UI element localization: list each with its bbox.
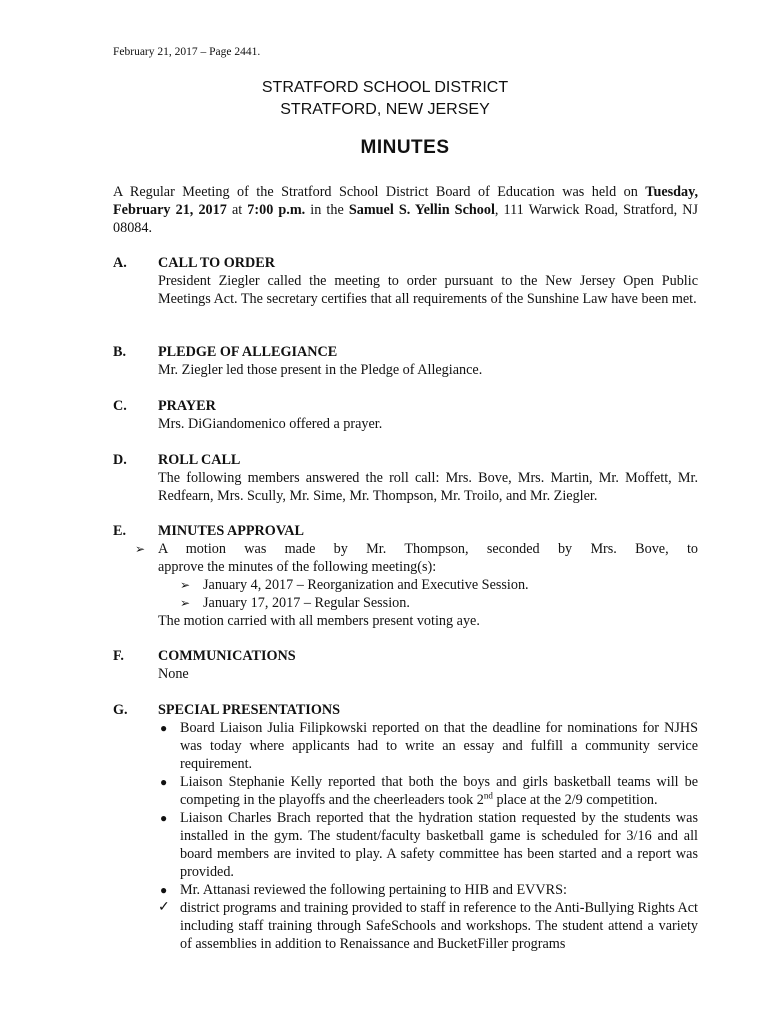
section-body: Mr. Ziegler led those present in the Pledge of Allegiance.: [158, 362, 483, 378]
section-letter: C.: [113, 398, 127, 414]
section-letter: G.: [113, 702, 128, 718]
section-letter: E.: [113, 523, 127, 539]
list-item: ● Liaison Stephanie Kelly reported that both the boys and girls basketball teams will be competing in the playoffs and the cheerleaders took 2nd place at the 2/9 competition.: [160, 774, 698, 808]
motion-result: The motion carried with all members present voting aye.: [158, 613, 480, 629]
document-title: MINUTES: [360, 137, 450, 158]
dot-bullet-icon: ●: [160, 775, 168, 789]
motion-line: [135, 540, 698, 558]
arrow-bullet-icon: ➢: [135, 542, 146, 556]
list-item: ● Mr. Attanasi reviewed the following pertaining to HIB and EVVRS:: [160, 882, 567, 898]
section-heading: ROLL CALL: [158, 452, 241, 468]
list-item: ● Board Liaison Julia Filipkowski reported on that the deadline for nominations for NJHS was today where applicants had to write an essay and fulfill a community service requirement.: [160, 720, 698, 772]
section-letter: B.: [113, 344, 127, 360]
section-heading: CALL TO ORDER: [158, 255, 275, 271]
arrow-bullet-icon: ➢: [180, 596, 191, 610]
section-body: The following members answered the roll call: Mrs. Bove, Mrs. Martin, Mr. Moffett, Mr. Redfearn, Mrs. Scully, Mr. Sime, Mr. Thompson, Mr. Troilo, and Mr. Ziegler.: [158, 470, 698, 504]
page-header-note: February 21, 2017 – Page 2441.: [113, 46, 261, 58]
arrow-bullet-icon: ➢: [180, 578, 191, 592]
section-heading: MINUTES APPROVAL: [158, 523, 304, 539]
motion-text-cont: approve the minutes of the following meeting(s):: [158, 559, 437, 575]
check-bullet-icon: ✓: [158, 900, 170, 915]
list-item: ● Liaison Charles Brach reported that the hydration station requested by the students was installed in the gym. The student/faculty basketball game is scheduled for 3/16 and all board members are invited to play. A safety committee has been started and a report was provided.: [160, 810, 698, 880]
district-name: STRATFORD SCHOOL DISTRICT: [261, 79, 509, 96]
section-body: Mrs. DiGiandomenico offered a prayer.: [158, 416, 383, 432]
dot-bullet-icon: ●: [160, 721, 168, 735]
dot-bullet-icon: ●: [160, 811, 168, 825]
presentation-list: [158, 719, 698, 953]
list-item: ✓ district programs and training provided to staff in reference to the Anti-Bullying Rights Act including staff training through SafeSchools and workshops. The student attend a variety of assemblies in addition to Renaissance and BucketFiller programs: [158, 900, 698, 952]
section-heading: SPECIAL PRESENTATIONS: [158, 702, 340, 718]
dot-bullet-icon: ●: [160, 883, 168, 897]
section-letter: A.: [113, 255, 127, 271]
section-heading: PRAYER: [158, 398, 216, 414]
section-letter: D.: [113, 452, 127, 468]
list-item: ➢ January 4, 2017 – Reorganization and Executive Session.: [180, 577, 529, 593]
section-letter: F.: [113, 648, 124, 664]
section-heading: PLEDGE OF ALLEGIANCE: [158, 344, 338, 360]
intro-paragraph: A Regular Meeting of the Stratford School District Board of Education was held on Tuesday, February 21, 2017 at 7:00 p.m. in the Samuel S. Yellin School, 111 Warwick Road, Stratford, NJ 08084.: [113, 184, 698, 236]
meeting-list: [158, 576, 698, 612]
section-body: President Ziegler called the meeting to order pursuant to the New Jersey Open Public Meetings Act. The secretary certifies that all requirements of the Sunshine Law have been met.: [158, 273, 698, 307]
list-item: ➢ January 17, 2017 – Regular Session.: [180, 595, 410, 611]
district-location: STRATFORD, NEW JERSEY: [280, 101, 490, 118]
section-heading: COMMUNICATIONS: [158, 648, 296, 664]
motion-text: A motion was made by Mr. Thompson, seconded by Mrs. Bove, to: [158, 541, 698, 557]
section-body: None: [158, 666, 189, 682]
